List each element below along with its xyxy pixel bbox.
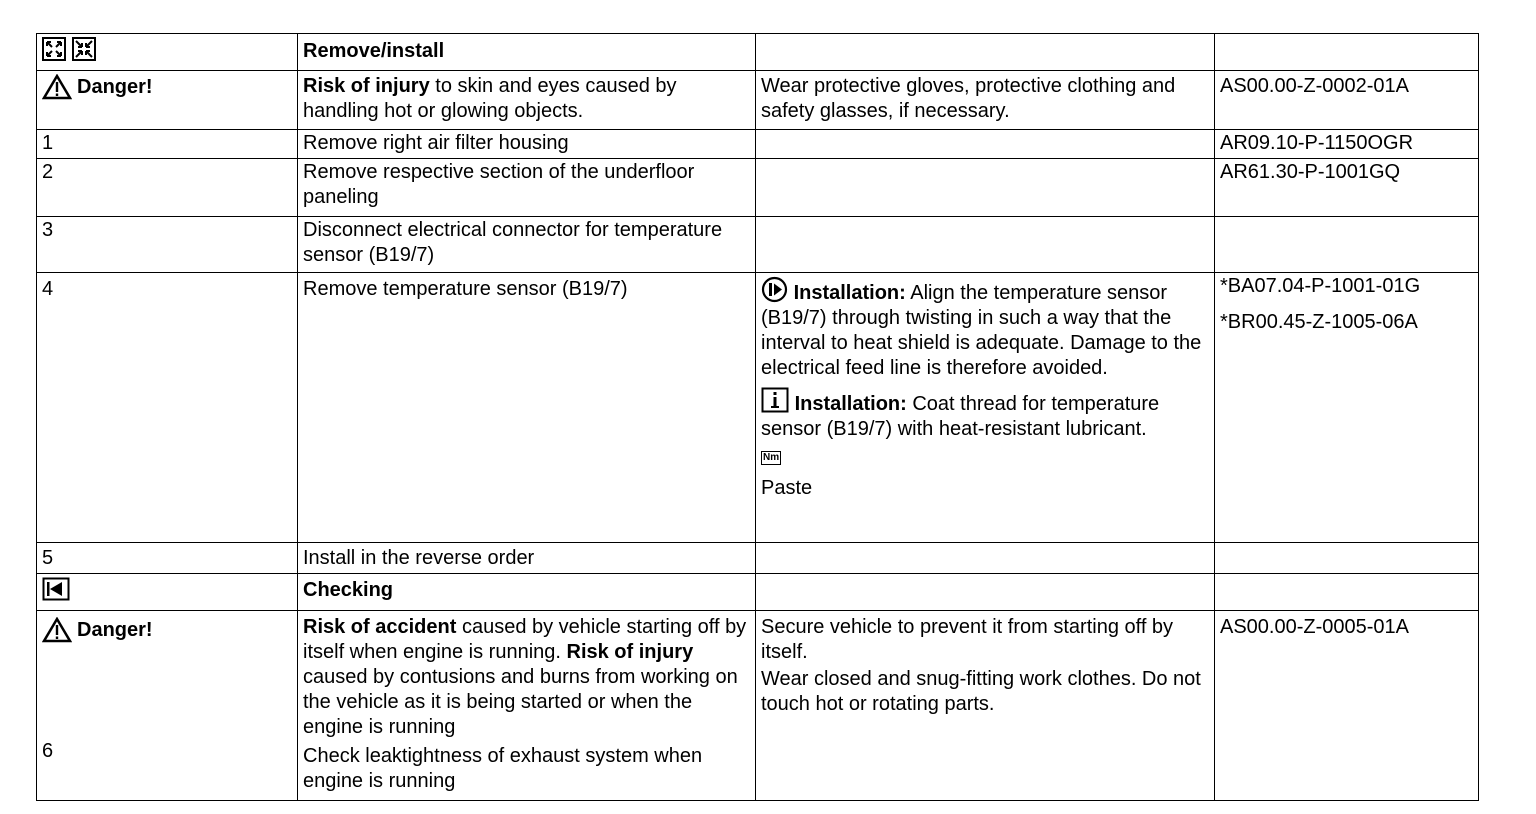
step-number: 6 <box>42 740 54 762</box>
step-number: 4 <box>37 273 298 543</box>
torque-icon: Nm <box>763 452 780 463</box>
danger-text: Risk of injury to skin and eyes caused by handling hot or glowing objects. <box>298 71 756 130</box>
info-icon <box>761 387 789 413</box>
step-text: Remove temperature sensor (B19/7) <box>298 273 756 543</box>
danger-measure: Wear protective gloves, protective clothing and safety glasses, if necessary. <box>756 71 1215 130</box>
table-row <box>37 543 1479 574</box>
table-row <box>37 130 1479 159</box>
step-text: Remove respective section of the underfloor paneling <box>298 159 756 217</box>
warning-icon <box>42 74 72 100</box>
doc-reference-link[interactable]: *BR00.45-Z-1005-06A <box>1220 311 1418 333</box>
danger-measure: Wear closed and snug-fitting work clothes. Do not touch hot or rotating parts. <box>761 668 1201 715</box>
installation-note: Installation: Coat thread for temperature sensor (B19/7) with heat-resistant lubricant. <box>761 387 1209 442</box>
doc-reference-link[interactable]: AS00.00-Z-0005-01A <box>1215 611 1479 801</box>
step-text: Install in the reverse order <box>298 543 756 574</box>
install-icon <box>72 37 96 68</box>
remove-icon <box>42 37 66 68</box>
section-title: Remove/install <box>298 34 756 71</box>
table-row <box>37 217 1479 273</box>
checking-icon <box>42 577 70 601</box>
danger-measure: Secure vehicle to prevent it from starting off by itself. <box>761 616 1174 663</box>
installation-note: Installation: Align the temperature sensor (B19/7) through twisting in such a way that the interval to heat shield is adequate. Damage to the electrical feed line is therefore avoided. <box>761 276 1209 381</box>
danger-label: Danger! <box>42 72 292 100</box>
step-number: 5 <box>37 543 298 574</box>
table-row <box>37 34 1479 71</box>
danger-text: Risk of accident caused by vehicle starting off by itself when engine is running. Risk of injury caused by contusions and burns from working on the vehicle as it is being started or when the engine is running <box>303 616 747 738</box>
doc-reference-link[interactable] <box>1215 217 1479 273</box>
doc-reference-link[interactable]: *BA07.04-P-1001-01G <box>1220 275 1421 297</box>
installation-icon <box>761 276 788 303</box>
paste-label: Paste <box>761 477 813 499</box>
procedure-table <box>36 33 1479 801</box>
table-row <box>37 273 1479 543</box>
step-number: 3 <box>37 217 298 273</box>
remove-install-icons <box>37 34 298 71</box>
doc-reference-link[interactable]: AR09.10-P-1150OGR <box>1215 130 1479 159</box>
table-row <box>37 611 1479 801</box>
table-row <box>37 71 1479 130</box>
warning-icon <box>42 617 72 643</box>
table-row <box>37 159 1479 217</box>
step-text: Disconnect electrical connector for temperature sensor (B19/7) <box>298 217 756 273</box>
step-notes <box>756 273 1215 543</box>
step-number: 1 <box>37 130 298 159</box>
step-number: 2 <box>37 159 298 217</box>
danger-label: Danger! <box>42 615 292 643</box>
section-title: Checking <box>298 574 756 611</box>
doc-reference-link[interactable]: AR61.30-P-1001GQ <box>1215 159 1479 217</box>
step-text: Check leaktightness of exhaust system when engine is running <box>303 745 703 792</box>
doc-reference-link[interactable]: AS00.00-Z-0002-01A <box>1215 71 1479 130</box>
table-row <box>37 574 1479 611</box>
step-text: Remove right air filter housing <box>298 130 756 159</box>
